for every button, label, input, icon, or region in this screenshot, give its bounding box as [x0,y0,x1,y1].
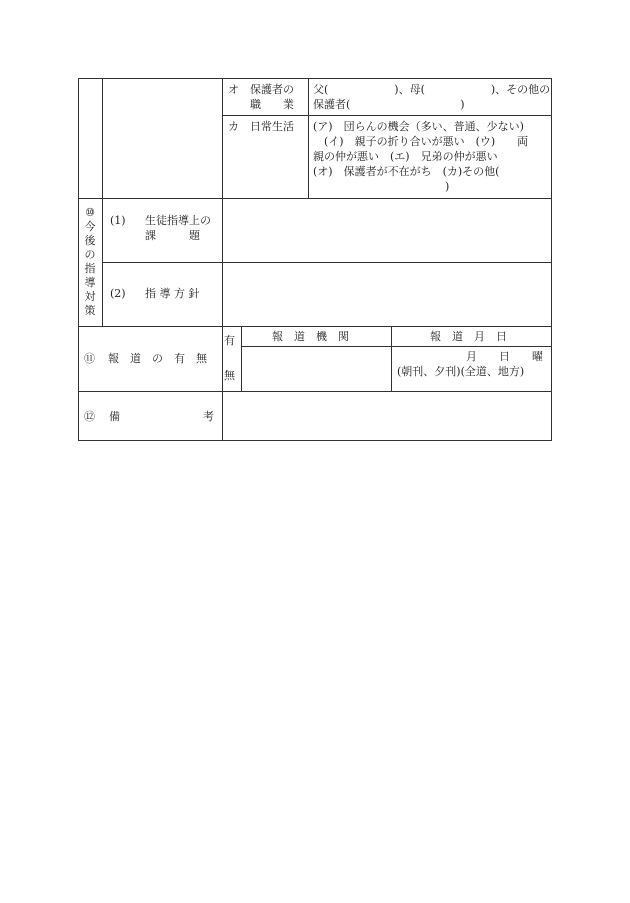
item2-label: 指 導 方 針 [145,287,200,300]
item1-number: (1) [110,214,126,227]
item2-number: (2) [110,287,126,300]
media-header: 報 道 機 関 [272,330,349,343]
daily-text-line: ) [313,180,450,193]
section12-label-a: 備 [109,410,120,423]
row-divider [222,115,552,116]
section12-label-b: 考 [203,410,214,423]
daily-text-line: (ア) 団らんの機会（多い、普通、少ない) [313,120,524,133]
column-divider [222,78,223,441]
item1-label-line2: 課 題 [145,229,200,242]
section10-char: 後 [84,234,96,247]
column-divider [241,326,242,391]
section10-char: 対 [84,290,96,303]
date-header: 報 道 月 日 [430,330,507,343]
daily-label: 日常生活 [250,120,294,133]
row-divider [241,346,552,347]
row-divider [78,391,552,392]
section10-char: 策 [84,304,96,317]
section10-char: 今 [84,220,96,233]
section10-char: の [84,248,96,261]
job-text-line1: 父( )、母( )、その他の [313,83,551,96]
column-divider [102,78,103,326]
job-text-line2: 保護者( ) [313,98,465,111]
daily-text-line: (イ) 親子の折り合いが悪い (ウ) 両 [313,135,529,148]
section11-label: 報 道 の 有 無 [108,352,207,365]
job-label-prefix: オ [228,83,239,96]
daily-label-prefix: カ [228,120,239,133]
section10-char: 導 [84,276,96,289]
column-divider [308,78,309,198]
report-no: 無 [224,369,235,382]
row-divider [78,326,552,327]
section11-number: ⑪ [84,352,95,365]
section12-number: ⑫ [84,410,95,423]
edition-line: (朝刊、夕刊)(全道、地方) [397,365,525,378]
daily-text-line: (オ) 保護者が不在がち (カ)その他( [313,165,500,178]
item1-label-line1: 生徒指導上の [145,214,211,227]
job-label-line1: 保護者の [250,83,294,96]
column-divider [391,326,392,391]
daily-text-line: 親の仲が悪い (エ) 兄弟の仲が悪い [313,150,498,163]
report-yes: 有 [224,334,235,347]
job-label-line2: 職 業 [250,98,294,111]
row-divider [102,262,552,263]
row-divider [78,198,552,199]
section10-char: 指 [84,262,96,275]
date-line: 月 日 曜 [466,350,543,363]
section10-heading [83,206,97,318]
section10-number: ⑩ [85,206,95,219]
